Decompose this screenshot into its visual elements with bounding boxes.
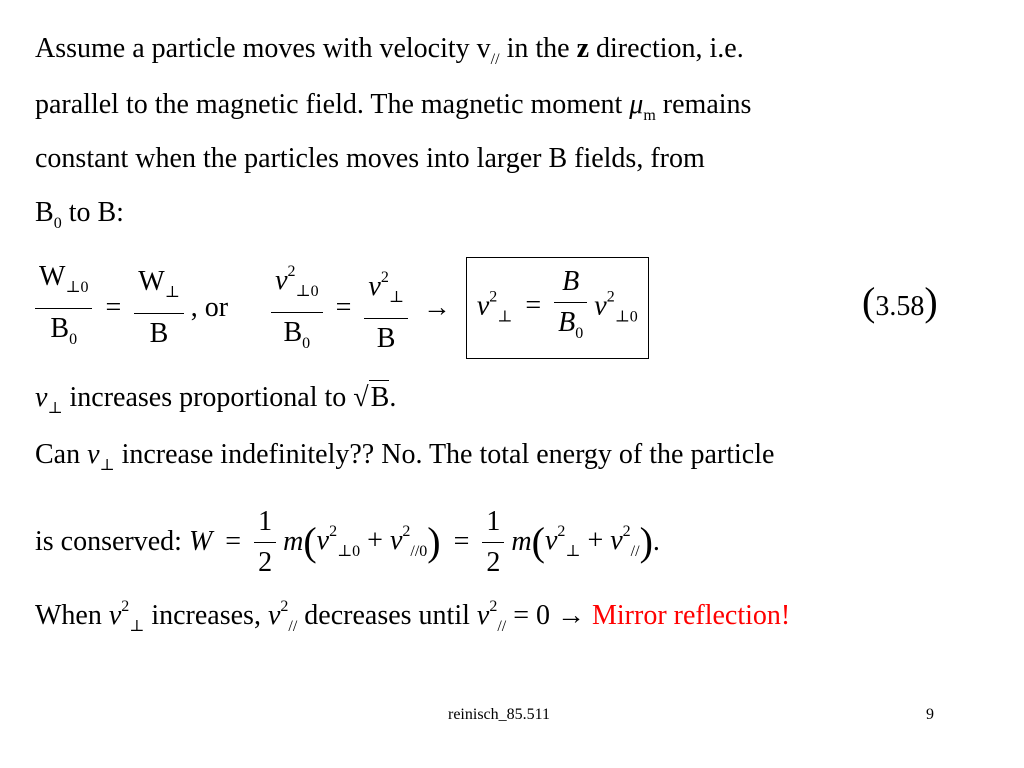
text: remains bbox=[655, 89, 752, 120]
text: parallel to the magnetic field. The magnetic moment bbox=[35, 89, 630, 120]
sqrt-b: B bbox=[370, 382, 390, 413]
fraction-one-half: $\frac{1}{2}$ bbox=[482, 502, 504, 583]
parallel-subscript: // bbox=[490, 51, 500, 68]
fraction-w-perp-b: $\frac{W_\perp}{B}$ bbox=[134, 262, 183, 354]
text: direction, i.e. bbox=[589, 33, 744, 64]
text: constant when the particles moves into larger B fields, from bbox=[35, 143, 705, 174]
z-symbol: z bbox=[576, 33, 589, 64]
fraction-w-perp0-b0: $\frac{W_{\perp 0}}{B_0}$ bbox=[35, 257, 92, 360]
text: Assume a particle moves with velocity v bbox=[35, 33, 491, 64]
fraction-v-perp-b: $\frac{v^2_\perp}{B}$ bbox=[364, 258, 407, 359]
mirror-reflection-line: When $v^2_\perp$ increases, $v^2_{//}$ decreases until $v^2_{//} = 0$ → Mirror reflection! bbox=[35, 598, 791, 635]
mirror-reflection-highlight: Mirror reflection! bbox=[592, 600, 791, 631]
text: B bbox=[35, 197, 54, 228]
subscript: 0 bbox=[53, 215, 62, 232]
equals: = bbox=[335, 292, 352, 323]
equation-number: (3.58) bbox=[862, 279, 938, 324]
energy-conservation: is conserved: W = $\frac{1}{2}$ $m(v^2_{\perp 0} + v^2_{//0})$ = $\frac{1}{2}$ $m(v^2_\perp + v^2_{//})$. bbox=[35, 492, 660, 592]
footer-source: reinisch_85.511 bbox=[448, 706, 551, 723]
mu-symbol: μ bbox=[629, 89, 644, 120]
text: in the bbox=[499, 33, 577, 64]
or-text: , or bbox=[190, 292, 229, 323]
equals: = bbox=[105, 292, 122, 323]
statement-question: Can $v_\perp$ increase indefinitely?? No. The total energy of the particle bbox=[35, 439, 775, 474]
statement-sqrt: $v_\perp$ increases proportional to √B. bbox=[35, 382, 397, 417]
sqrt-sign: √ bbox=[353, 382, 369, 413]
page-number: 9 bbox=[926, 706, 934, 723]
equation-3-58 bbox=[35, 252, 649, 364]
fraction-one-half: $\frac{1}{2}$ bbox=[254, 502, 276, 583]
boxed-result: $v^2_\perp$ = $\frac{B}{B_0}$ $v^2_{\perp 0}$ bbox=[466, 257, 649, 359]
arrow: → bbox=[557, 600, 585, 631]
mu-subscript: m bbox=[643, 107, 656, 124]
text-line-2 bbox=[35, 88, 751, 133]
arrow: → bbox=[422, 292, 451, 323]
text-line-1 bbox=[35, 32, 744, 77]
text-line-4 bbox=[35, 196, 124, 241]
fraction-v-perp0-b0: $\frac{v^2_{\perp 0}}{B_0}$ bbox=[271, 252, 322, 364]
text-line-3 bbox=[35, 142, 705, 176]
fraction-b-b0: $\frac{B}{B_0}$ bbox=[554, 262, 587, 354]
text: to B: bbox=[61, 197, 124, 228]
